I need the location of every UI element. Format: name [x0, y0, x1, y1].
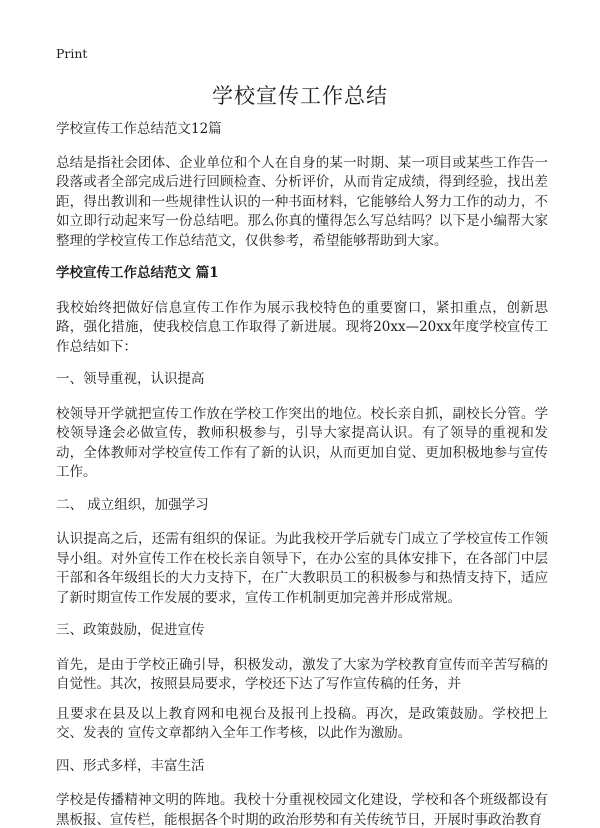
print-link[interactable]: Print — [56, 46, 88, 61]
section-4-paragraph: 学校是传播精神文明的阵地。我校十分重视校园文化建设，学校和各个班级都设有黑板报、宣传栏，能根据各个时期的政治形势和有关传统节日，开展时事政治教育 — [56, 792, 548, 828]
article-heading: 学校宣传工作总结范文 篇1 — [56, 265, 219, 281]
section-1-paragraph: 校领导开学就把宣传工作放在学校工作突出的地位。校长亲自抓，副校长分管。学校领导逢会必做宣传，教师积极参与，引导大家提高认识。有了领导的重视和发动，全体教师对学校宣传工作有了新的认识，从而更加自觉、更加积极地参与宣传工作。 — [56, 405, 548, 480]
document-subtitle: 学校宣传工作总结范文12篇 — [56, 121, 222, 137]
section-4-heading: 四、形式多样，丰富生活 — [56, 757, 205, 774]
section-3-paragraph-part-2: 且要求在县及以上教育网和电视台及报刊上投稿。再次，是政策鼓励。学校把上交、发表的 宣传文章都纳入全年工作考核，以此作为激励。 — [56, 705, 548, 741]
section-1-heading: 一、领导重视，认识提高 — [56, 371, 205, 387]
intro-paragraph: 总结是指社会团体、企业单位和个人在自身的某一时期、某一项目或某些工作告一段落或者全部完成后进行回顾检查、分析评价，从而肯定成绩，得到经验，找出差距，得出教训和一些规律性认识的一种书面材料，它能够给人努力工作的动力，不如立即行动起来写一份总结吧。那么你真的懂得怎么写总结吗？以下是小编帮大家整理的学校宣传工作总结范文，仅供参考，希望能够帮助到大家。 — [56, 154, 548, 249]
section-3-heading: 三、政策鼓励，促进宣传 — [56, 622, 205, 638]
section-2-heading: 二、 成立组织，加强学习 — [56, 496, 209, 513]
section-3-paragraph-part-1: 首先，是由于学校正确引导，积极发动，激发了大家为学校教育宣传而辛苦写稿的自觉性。其次，按照县局要求，学校还下达了写作宣传稿的任务，并 — [56, 656, 548, 692]
document-title: 学校宣传工作总结 — [212, 84, 388, 108]
article-intro-paragraph: 我校始终把做好信息宣传工作作为展示我校特色的重要窗口，紧扣重点，创新思路，强化措施，使我校信息工作取得了新进展。现将20xx—20xx年度学校宣传工作总结如下： — [56, 299, 548, 355]
section-2-paragraph: 认识提高之后，还需有组织的保证。为此我校开学后就专门成立了学校宣传工作领导小组。对外宣传工作在校长亲自领导下，在办公室的具体安排下，在各部门中层干部和各年级组长的大力支持下，在广大教职员工的积极参与和热情支持下，适应了新时期宣传工作发展的要求，宣传工作机制更加完善并形成常规。 — [56, 531, 548, 606]
document-body — [56, 120, 548, 828]
